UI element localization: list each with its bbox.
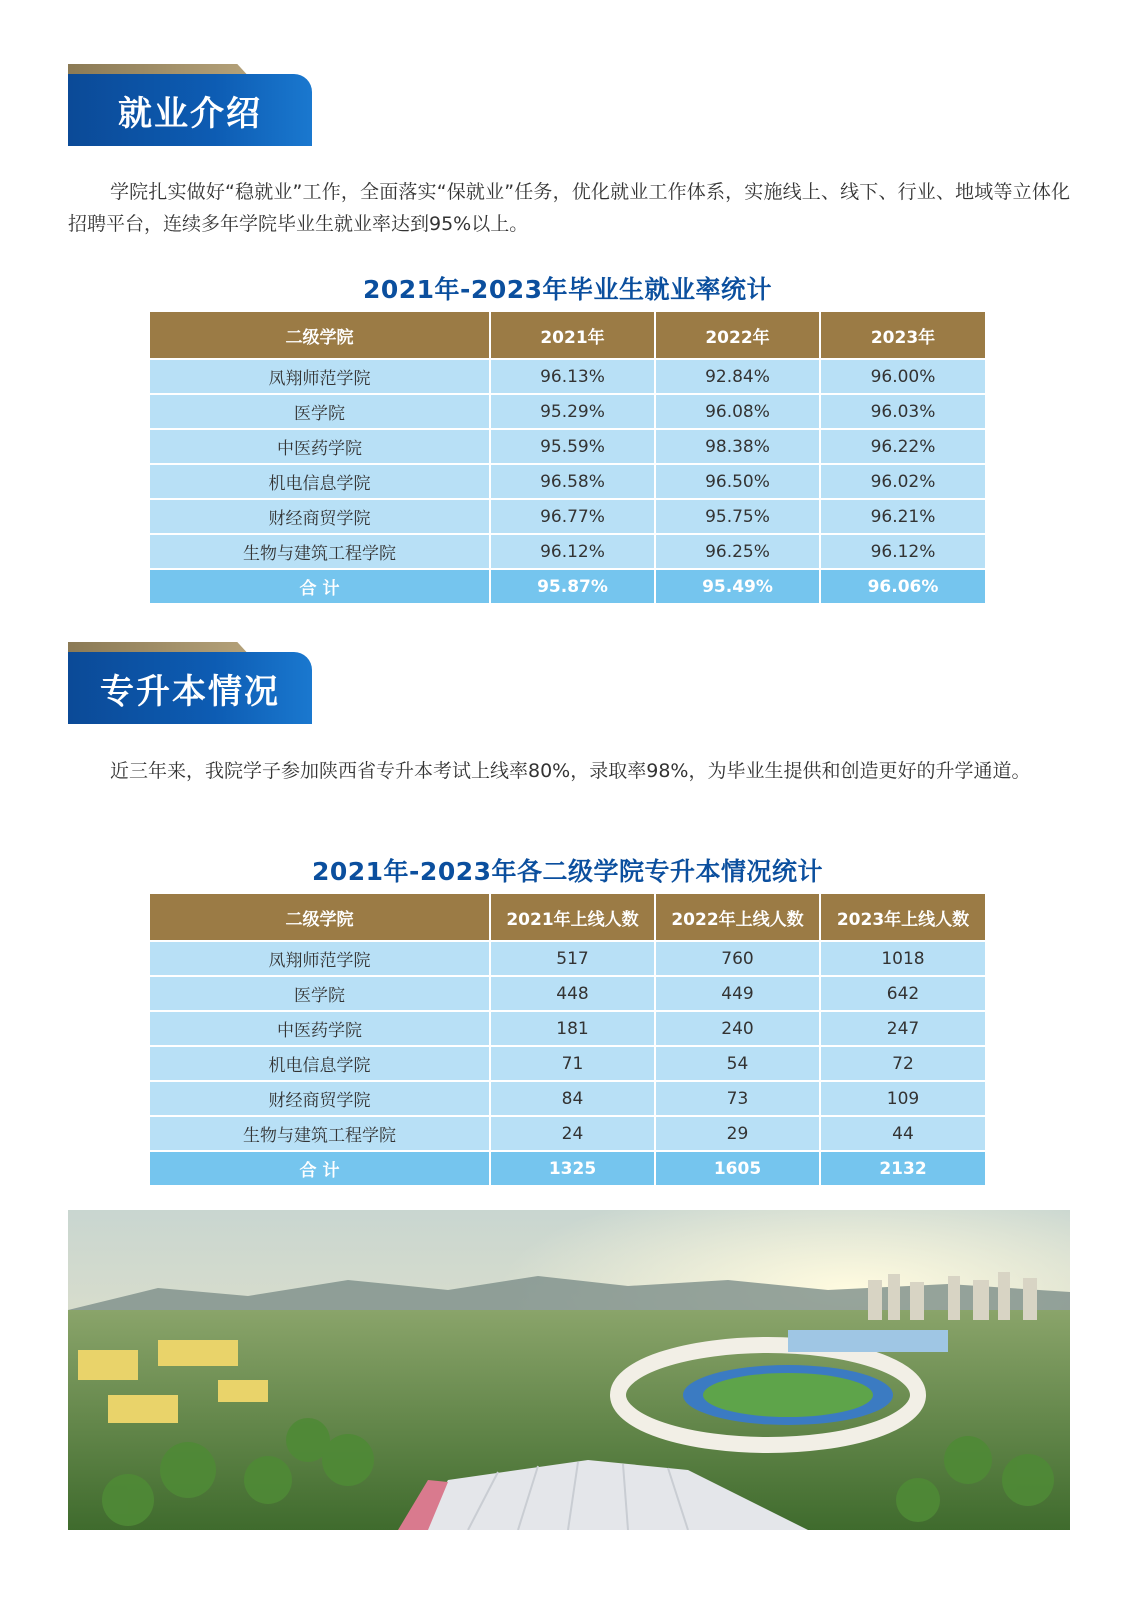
table-header-row (150, 312, 985, 359)
table-cell: 96.77% (490, 499, 655, 534)
table-cell: 95.29% (490, 394, 655, 429)
table-cell: 财经商贸学院 (150, 1081, 490, 1116)
table-cell: 95.59% (490, 429, 655, 464)
table-cell: 1018 (820, 941, 985, 976)
campus-aerial-photo (68, 1210, 1070, 1530)
table-cell: 29 (655, 1116, 820, 1151)
total-cell: 1325 (490, 1151, 655, 1185)
table-cell: 96.12% (490, 534, 655, 569)
table-row (150, 1116, 985, 1151)
table-row (150, 499, 985, 534)
table-cell: 181 (490, 1011, 655, 1046)
table-cell: 240 (655, 1011, 820, 1046)
table-total-row (150, 569, 985, 603)
table-cell: 96.22% (820, 429, 985, 464)
table-row (150, 359, 985, 394)
total-cell: 95.87% (490, 569, 655, 603)
total-cell: 1605 (655, 1151, 820, 1185)
table-row (150, 1011, 985, 1046)
column-header: 2023年上线人数 (820, 894, 985, 941)
section-header-employment (68, 64, 312, 146)
table-cell: 96.02% (820, 464, 985, 499)
column-header: 2021年上线人数 (490, 894, 655, 941)
table-cell: 92.84% (655, 359, 820, 394)
upgrade-table-title: 2021年-2023年各二级学院专升本情况统计 (311, 857, 824, 886)
table-cell: 医学院 (150, 394, 490, 429)
total-cell: 合 计 (150, 1151, 490, 1185)
table-cell: 96.03% (820, 394, 985, 429)
table-row (150, 976, 985, 1011)
total-cell: 2132 (820, 1151, 985, 1185)
table-total-row (150, 1151, 985, 1185)
table-cell: 247 (820, 1011, 985, 1046)
table-cell: 448 (490, 976, 655, 1011)
table-cell: 96.50% (655, 464, 820, 499)
table-cell: 凤翔师范学院 (150, 359, 490, 394)
upgrade-intro-paragraph: 近三年来，我院学子参加陕西省专升本考试上线率80%，录取率98%，为毕业生提供和创造更好的升学通道。 (110, 760, 1031, 782)
table-cell: 84 (490, 1081, 655, 1116)
table-cell: 517 (490, 941, 655, 976)
table-row (150, 1081, 985, 1116)
table-cell: 73 (655, 1081, 820, 1116)
table-cell: 642 (820, 976, 985, 1011)
column-header: 2022年 (655, 312, 820, 359)
section-title: 就业介绍 (118, 93, 262, 134)
table-cell: 96.13% (490, 359, 655, 394)
upgrade-count-table (150, 894, 985, 1185)
employment-table-title: 2021年-2023年毕业生就业率统计 (362, 275, 773, 304)
table-cell: 96.08% (655, 394, 820, 429)
table-cell: 449 (655, 976, 820, 1011)
table-row (150, 534, 985, 569)
table-cell: 44 (820, 1116, 985, 1151)
table-cell: 生物与建筑工程学院 (150, 534, 490, 569)
total-cell: 合 计 (150, 569, 490, 603)
table-cell: 96.58% (490, 464, 655, 499)
table-cell: 98.38% (655, 429, 820, 464)
table-row (150, 394, 985, 429)
table-cell: 760 (655, 941, 820, 976)
table-row (150, 941, 985, 976)
table-cell: 96.21% (820, 499, 985, 534)
table-cell: 71 (490, 1046, 655, 1081)
section-title: 专升本情况 (100, 671, 280, 712)
table-cell: 96.00% (820, 359, 985, 394)
table-cell: 生物与建筑工程学院 (150, 1116, 490, 1151)
table-row (150, 1046, 985, 1081)
table-cell: 医学院 (150, 976, 490, 1011)
table-cell: 109 (820, 1081, 985, 1116)
table-cell: 财经商贸学院 (150, 499, 490, 534)
table-cell: 机电信息学院 (150, 464, 490, 499)
section-header-upgrade (68, 642, 312, 724)
table-cell: 中医药学院 (150, 429, 490, 464)
table-cell: 96.25% (655, 534, 820, 569)
table-row (150, 429, 985, 464)
column-header: 二级学院 (150, 894, 490, 941)
table-cell: 96.12% (820, 534, 985, 569)
table-cell: 24 (490, 1116, 655, 1151)
table-cell: 机电信息学院 (150, 1046, 490, 1081)
column-header: 2022年上线人数 (655, 894, 820, 941)
column-header: 2021年 (490, 312, 655, 359)
total-cell: 95.49% (655, 569, 820, 603)
table-row (150, 464, 985, 499)
table-cell: 凤翔师范学院 (150, 941, 490, 976)
table-cell: 72 (820, 1046, 985, 1081)
table-cell: 54 (655, 1046, 820, 1081)
campus-photo-illustration (68, 1210, 1070, 1530)
column-header: 二级学院 (150, 312, 490, 359)
table-header-row (150, 894, 985, 941)
total-cell: 96.06% (820, 569, 985, 603)
column-header: 2023年 (820, 312, 985, 359)
employment-rate-table (150, 312, 985, 603)
table-cell: 中医药学院 (150, 1011, 490, 1046)
table-cell: 95.75% (655, 499, 820, 534)
employment-intro-paragraph: 学院扎实做好“稳就业”工作，全面落实“保就业”任务，优化就业工作体系，实施线上、线下、行业、地域等立体化招聘平台，连续多年学院毕业生就业率达到95%以上。 (68, 181, 1070, 235)
